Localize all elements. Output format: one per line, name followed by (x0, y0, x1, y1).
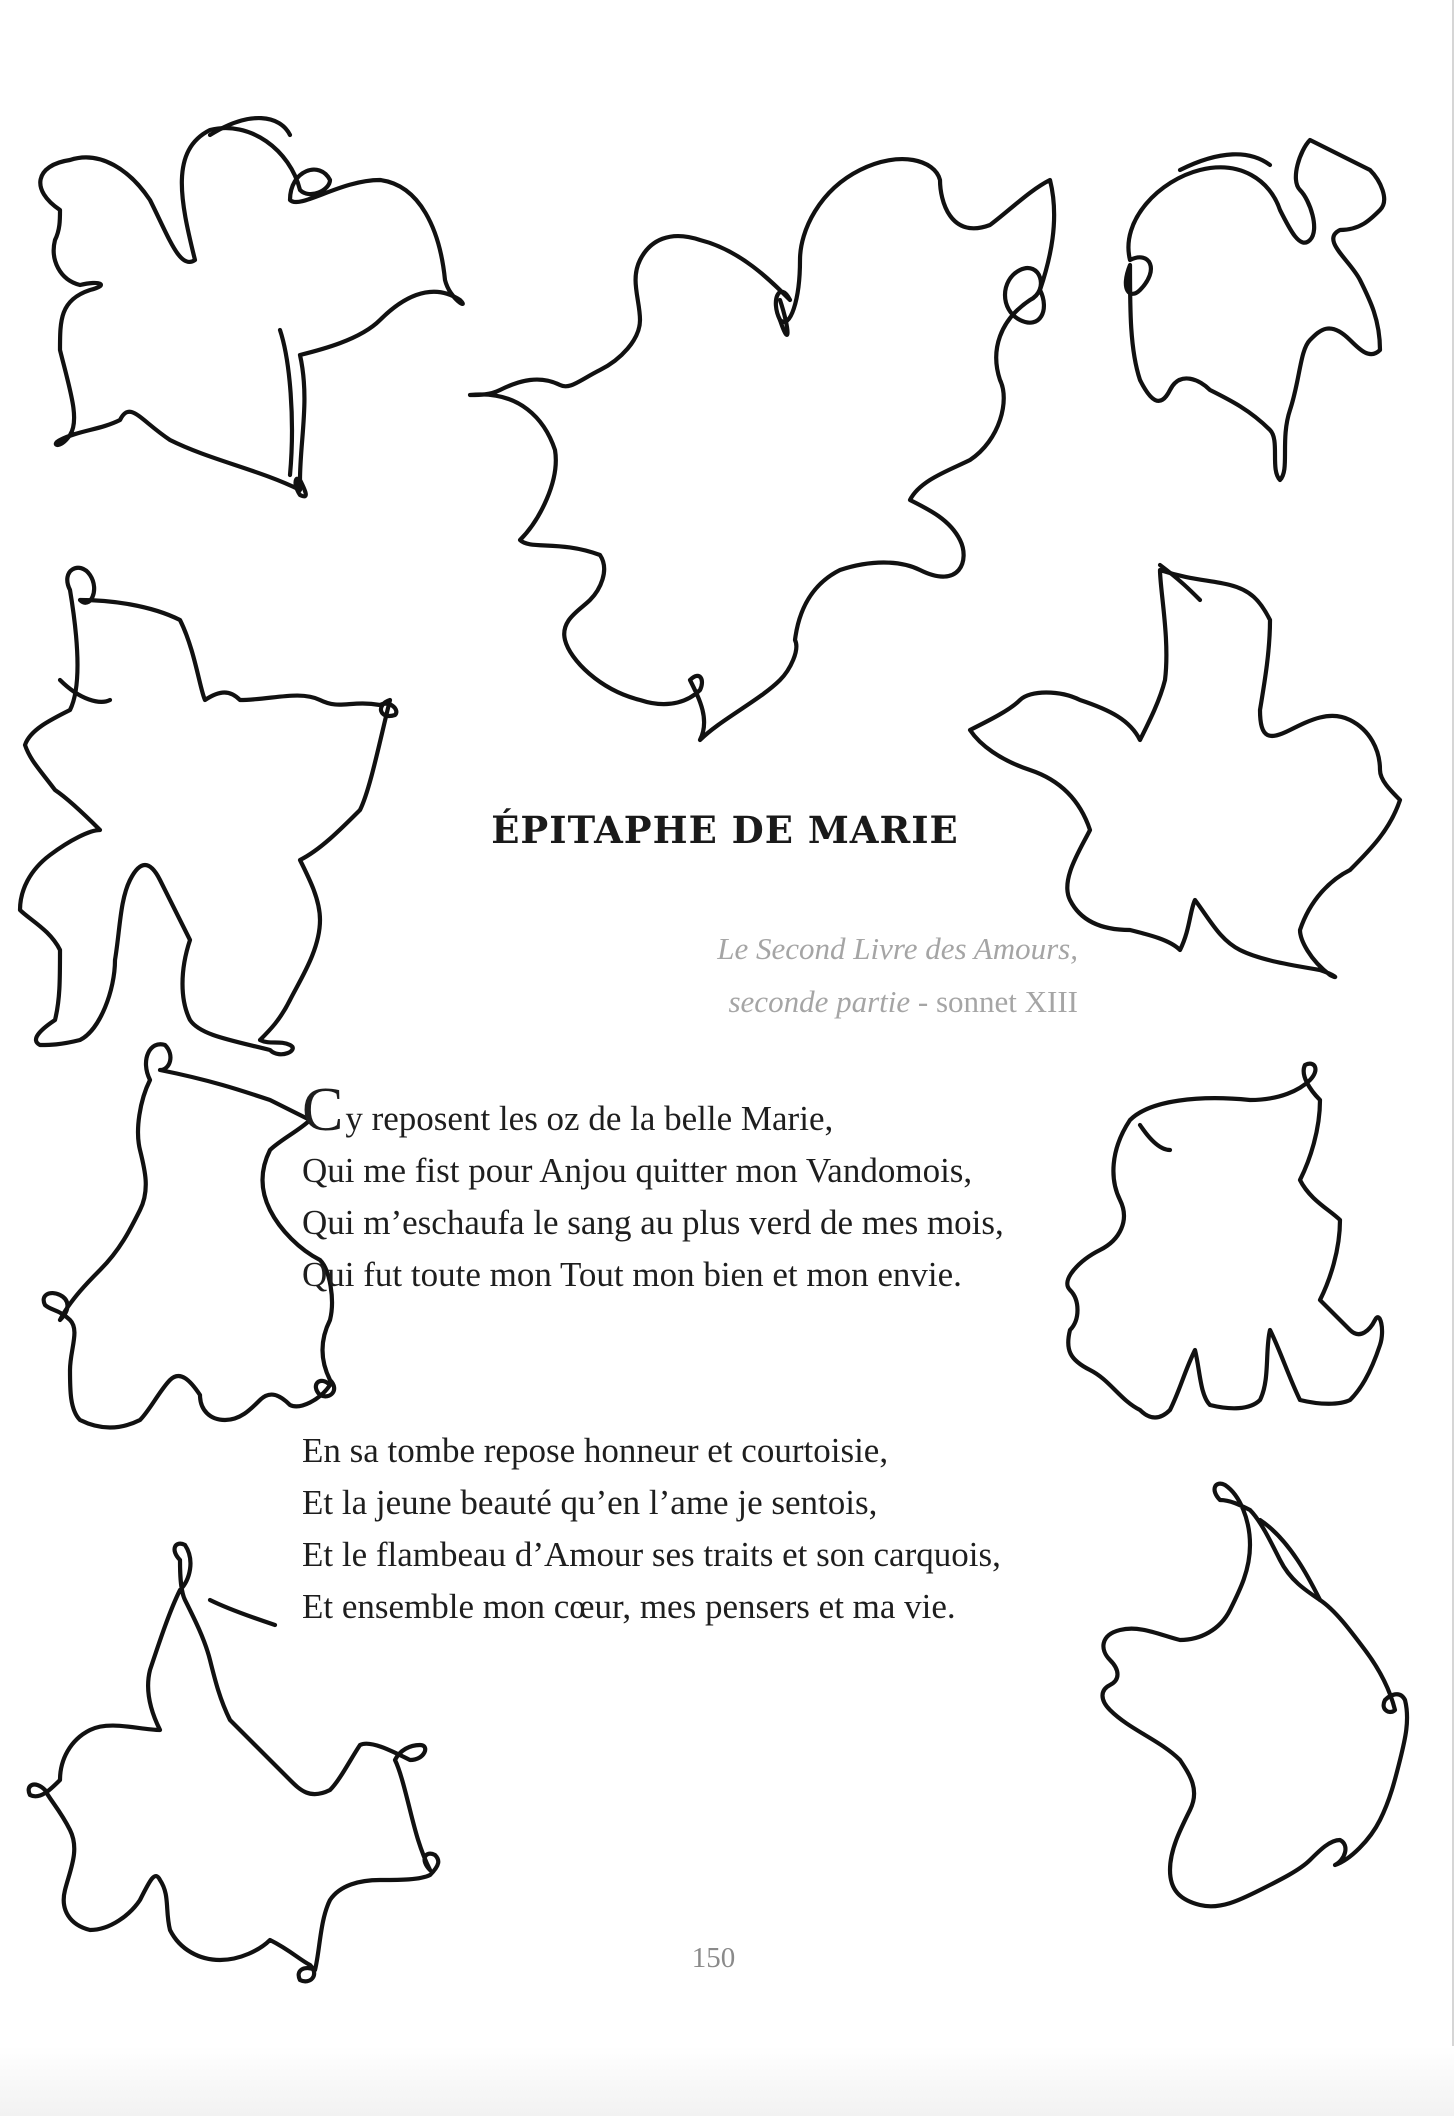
stanza-1-line-1 (302, 1076, 1004, 1145)
leaf-outline-lower-left (44, 1044, 334, 1427)
page-bottom-shadow (0, 2046, 1454, 2116)
source-line-1 (717, 922, 1078, 975)
leaf-outline-lower-right (1067, 1064, 1382, 1418)
drop-cap: C (302, 1076, 344, 1144)
leaf-outline-middle-right (970, 570, 1400, 977)
page-number: 150 (691, 1942, 736, 1974)
poem-title: ÉPITAPHE DE MARIE (491, 808, 959, 852)
stanza-2 (302, 1425, 1001, 1633)
leaf-vein-top-center (780, 300, 788, 335)
source-work-line1: Le Second Livre des Amours, (717, 931, 1078, 966)
leaf-vein-lower-right (1140, 1125, 1170, 1150)
stanza-1 (302, 1076, 1004, 1301)
leaf-outline-top-right (1126, 140, 1384, 480)
stanza-1-line-3: Qui m’eschaufa le sang au plus verd de mes mois, (302, 1203, 1004, 1242)
leaf-vein-middle-right (1160, 565, 1200, 600)
poem-source (717, 922, 1078, 1028)
source-separator: - (910, 984, 936, 1019)
stanza-2-line-3: Et le flambeau d’Amour ses traits et son carquois, (302, 1535, 1001, 1574)
leaf-vein-bottom-left (210, 1600, 275, 1625)
stanza-1-line-4: Qui fut toute mon Tout mon bien et mon envie. (302, 1255, 962, 1294)
stanza-2-line-1: En sa tombe repose honneur et courtoisie, (302, 1431, 889, 1470)
stanza-2-line-2: Et la jeune beauté qu’en l’ame je sentois, (302, 1483, 878, 1522)
source-work-line2: seconde partie (728, 984, 911, 1019)
leaf-outline-middle-left (20, 568, 396, 1055)
stanza-1-line-1-text: y reposent les oz de la belle Marie, (345, 1099, 834, 1138)
leaf-vein-middle-left (60, 680, 110, 702)
leaf-outline-top-center (470, 159, 1054, 740)
leaf-stem-top-left (280, 330, 292, 475)
source-line-2 (717, 975, 1078, 1028)
leaf-outline-top-left (40, 128, 462, 496)
stanza-2-line-4: Et ensemble mon cœur, mes pensers et ma vie. (302, 1587, 956, 1626)
source-piece: sonnet XIII (935, 984, 1078, 1019)
stanza-1-line-2: Qui me fist pour Anjou quitter mon Vandomois, (302, 1151, 973, 1190)
leaf-outline-bottom-right (1103, 1484, 1408, 1907)
leaf-vein-bottom-right (1260, 1520, 1320, 1600)
